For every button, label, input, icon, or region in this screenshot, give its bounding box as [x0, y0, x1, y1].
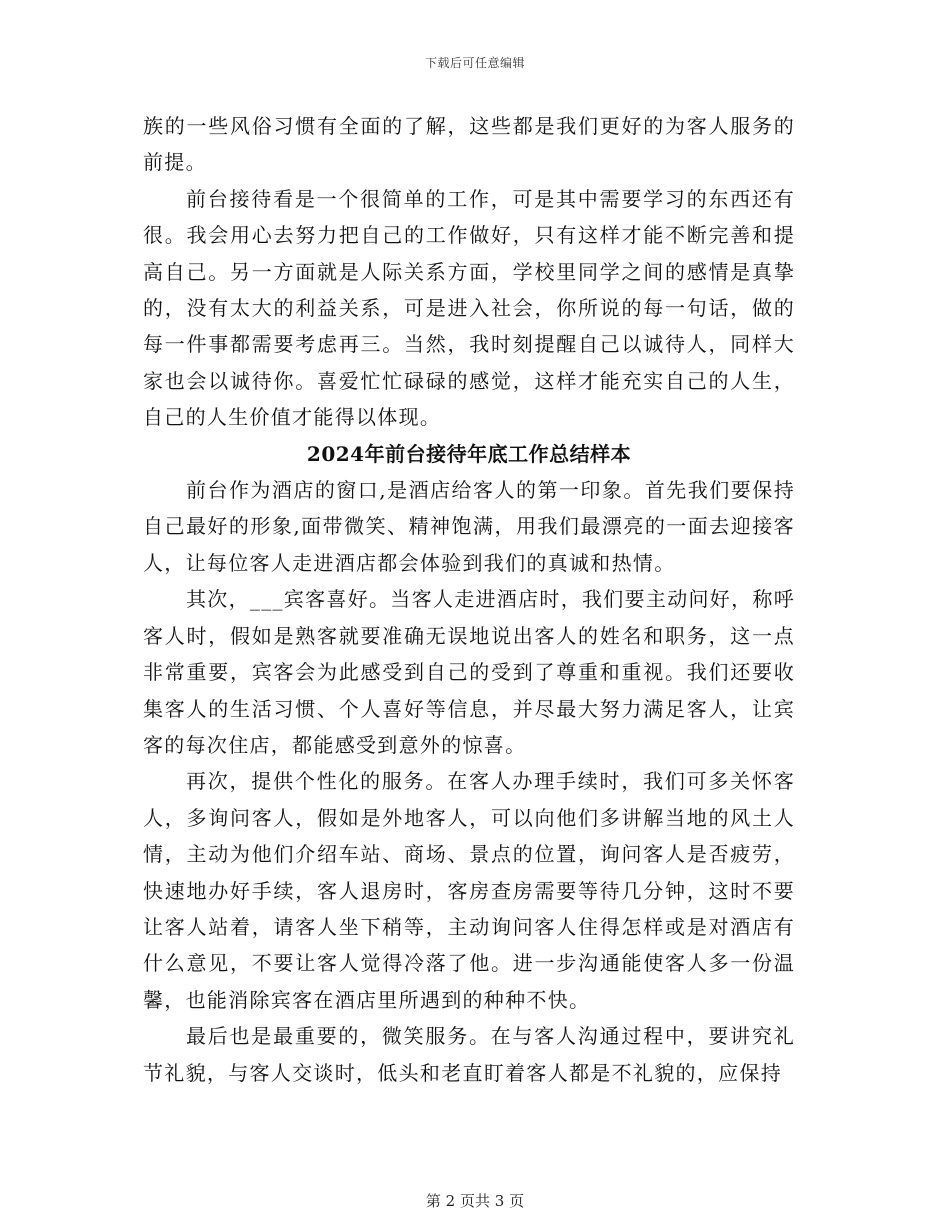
paragraph-1: 前台接待看是一个很简单的工作，可是其中需要学习的东西还有很。我会用心去努力把自己的工作做好，只有这样才能不断完善和提高自己。另一方面就是人际关系方面，学校里同学之间的感情是真挚的，没有太大的利益关系，可是进入社会，你所说的每一句话，做的每一件事都需要考虑再三。当然，我时刻提醒自己以诚待人，同样大家也会以诚待你。喜爱忙忙碌碌的感觉，这样才能充实自己的人生，自己的人生价值才能得以体现。: [143, 186, 795, 430]
paragraph-continuation: 族的一些风俗习惯有全面的了解，这些都是我们更好的为客人服务的前提。: [143, 114, 795, 175]
paragraph-3: 其次，___宾客喜好。当客人走进酒店时，我们要主动问好，称呼客人时，假如是熟客就要准确无误地说出客人的姓名和职务，这一点非常重要，宾客会为此感受到自己的受到了尊重和重视。我们还要收集客人的生活习惯、个人喜好等信息，并尽最大努力满足客人，让宾客的每次住店，都能感受到意外的惊喜。: [143, 587, 795, 757]
page-footer: 第 2 页共 3 页: [425, 1192, 525, 1210]
paragraph-5: 最后也是最重要的，微笑服务。在与客人沟通过程中，要讲究礼节礼貌，与客人交谈时，低头和老直盯着客人都是不礼貌的，应保持: [143, 1024, 795, 1085]
page-header: 下载后可任意编辑: [424, 56, 525, 70]
document-body: [143, 108, 795, 1091]
paragraph-2: 前台作为酒店的窗口,是酒店给客人的第一印象。首先我们要保持自己最好的形象,面带微笑、精神饱满，用我们最漂亮的一面去迎接客人，让每位客人走进酒店都会体验到我们的真诚和热情。: [143, 478, 795, 575]
section-title: 2024年前台接待年底工作总结样本: [306, 441, 632, 466]
paragraph-4: 再次，提供个性化的服务。在客人办理手续时，我们可多关怀客人，多询问客人，假如是外地客人，可以向他们多讲解当地的风土人情，主动为他们介绍车站、商场、景点的位置，询问客人是否疲劳，快速地办好手续，客人退房时，客房查房需要等待几分钟，这时不要让客人站着，请客人坐下稍等，主动询问客人住得怎样或是对酒店有什么意见，不要让客人觉得冷落了他。进一步沟通能使客人多一份温馨，也能消除宾客在酒店里所遇到的种种不快。: [143, 769, 795, 1012]
